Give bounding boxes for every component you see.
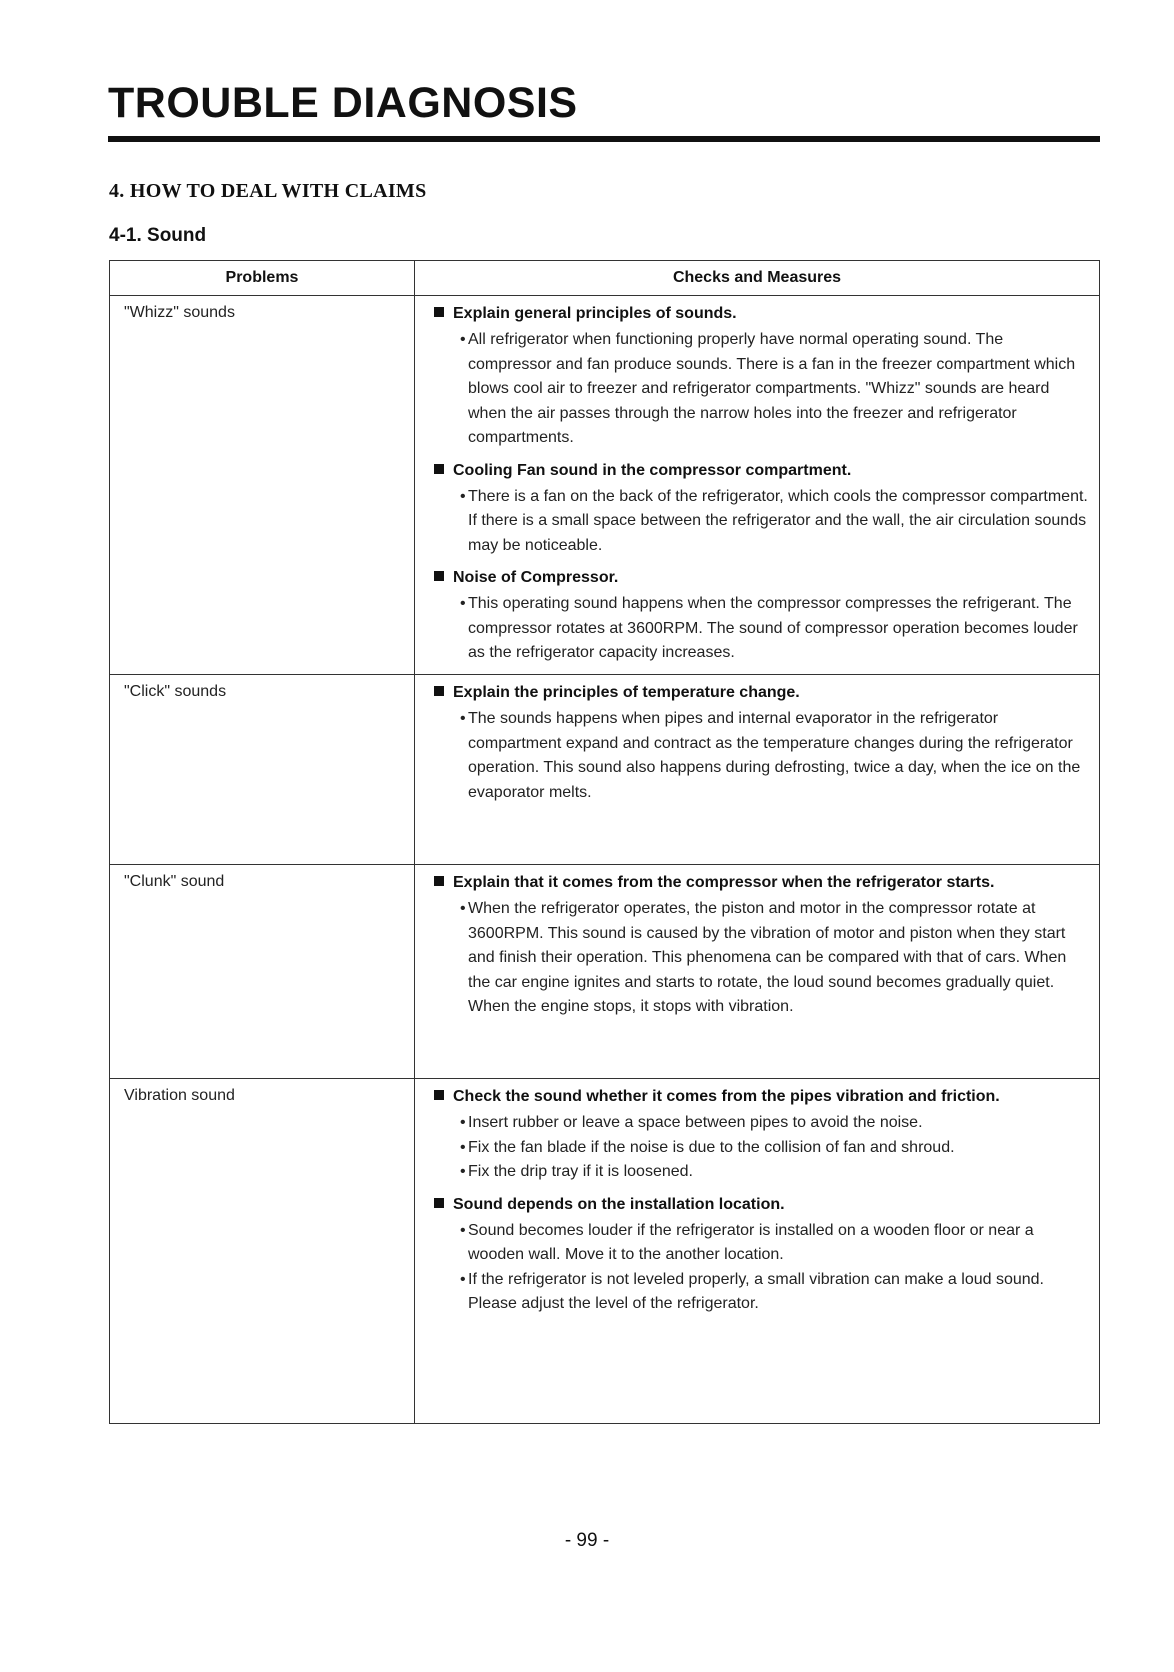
measure-bullet bbox=[460, 897, 1091, 1020]
square-bullet-icon bbox=[434, 1090, 444, 1100]
square-bullet-icon bbox=[434, 464, 444, 474]
measures-column-header: Checks and Measures bbox=[415, 261, 1100, 296]
measures-cell bbox=[415, 865, 1100, 1079]
problem-cell: "Click" sounds bbox=[110, 675, 415, 865]
square-bullet-icon bbox=[434, 1198, 444, 1208]
measure-heading bbox=[434, 567, 1091, 589]
table-row bbox=[110, 675, 1100, 865]
subsection-heading: 4-1. Sound bbox=[109, 225, 207, 246]
bullet-dot-icon: • bbox=[460, 1221, 466, 1239]
measure-bullet-text: Fix the fan blade if the noise is due to the collision of fan and shroud. bbox=[468, 1138, 955, 1156]
measure-heading bbox=[434, 1086, 1091, 1108]
measure-bullet bbox=[460, 1268, 1091, 1317]
measure-heading bbox=[434, 1194, 1091, 1216]
measure-bullet bbox=[460, 1111, 1091, 1136]
measure-bullet-text: When the refrigerator operates, the piston and motor in the compressor rotate at 3600RPM. This sound is caused by the vibration of motor and piston when they start and finish their operation. This phenomena can be compared with that of cars. When the car engine ignites and starts to rotate, the loud sound becomes gradually quiet. When the engine stops, it stops with vibration. bbox=[468, 900, 1067, 1015]
problem-cell: "Whizz" sounds bbox=[110, 296, 415, 675]
claims-table bbox=[109, 260, 1100, 1424]
square-bullet-icon bbox=[434, 571, 444, 581]
measure-heading-text: Cooling Fan sound in the compressor compartment. bbox=[453, 461, 852, 479]
measure-group bbox=[434, 872, 1091, 1020]
measure-bullet-text: If the refrigerator is not leveled properly, a small vibration can make a loud sound. Please adjust the level of the refrigerator. bbox=[468, 1270, 1044, 1312]
measure-group bbox=[434, 460, 1091, 559]
measure-bullet bbox=[460, 485, 1091, 559]
page-number: - 99 - bbox=[564, 1530, 610, 1551]
problems-column-header: Problems bbox=[110, 261, 415, 296]
measure-group bbox=[434, 567, 1091, 666]
bullet-dot-icon: • bbox=[460, 595, 466, 612]
measure-bullet bbox=[460, 1219, 1091, 1268]
measure-heading-text: Explain general principles of sounds. bbox=[453, 305, 737, 322]
measure-bullet-text: Insert rubber or leave a space between pipes to avoid the noise. bbox=[468, 1114, 923, 1131]
measure-group bbox=[434, 303, 1091, 451]
measure-heading bbox=[434, 303, 1091, 325]
measure-bullet bbox=[460, 1160, 1091, 1185]
measure-bullet-text: All refrigerator when functioning properly have normal operating sound. The compressor and fan produce sounds. There is a fan in the freezer compartment which blows cool air to freezer and refrigerator compartments. "Whizz" sounds are heard when the air passes through the narrow holes into the freezer and refrigerator compartments. bbox=[468, 331, 1076, 446]
measure-heading-text: Check the sound whether it comes from the pipes vibration and friction. bbox=[453, 1088, 1000, 1105]
measure-bullet-text: The sounds happens when pipes and internal evaporator in the refrigerator compartment expand and contract as the temperature changes during the refrigerator operation. This sound also happens during defrosting, twice a day, when the ice on the evaporator melts. bbox=[468, 710, 1081, 801]
bullet-dot-icon: • bbox=[460, 710, 466, 727]
measure-group bbox=[434, 682, 1091, 805]
measure-heading-text: Noise of Compressor. bbox=[453, 569, 619, 586]
bullet-dot-icon: • bbox=[460, 487, 466, 505]
measure-bullet bbox=[460, 592, 1091, 666]
page-title: TROUBLE DIAGNOSIS bbox=[108, 79, 578, 127]
square-bullet-icon bbox=[434, 876, 444, 886]
bullet-dot-icon: • bbox=[460, 1270, 466, 1288]
measure-heading-text: Explain the principles of temperature change. bbox=[453, 684, 800, 701]
title-underline bbox=[108, 136, 1100, 142]
table-row bbox=[110, 296, 1100, 675]
bullet-dot-icon: • bbox=[460, 1163, 466, 1180]
claims-table-body bbox=[110, 296, 1100, 1424]
square-bullet-icon bbox=[434, 307, 444, 317]
measure-bullet bbox=[460, 328, 1091, 451]
table-row bbox=[110, 1079, 1100, 1424]
measure-bullet bbox=[460, 1136, 1091, 1161]
measure-heading bbox=[434, 872, 1091, 894]
measure-bullet-text: This operating sound happens when the compressor compresses the refrigerant. The compressor rotates at 3600RPM. The sound of compressor operation becomes louder as the refrigerator capacity increases. bbox=[468, 595, 1078, 661]
table-header-row bbox=[110, 261, 1100, 296]
bullet-dot-icon: • bbox=[460, 1138, 466, 1156]
measure-bullet bbox=[460, 707, 1091, 805]
measure-heading bbox=[434, 460, 1091, 482]
measure-bullet-text: Sound becomes louder if the refrigerator is installed on a wooden floor or near a wooden wall. Move it to the another location. bbox=[468, 1221, 1034, 1263]
measure-group bbox=[434, 1194, 1091, 1317]
bullet-dot-icon: • bbox=[460, 331, 466, 348]
bullet-dot-icon: • bbox=[460, 900, 466, 917]
section-heading: 4. HOW TO DEAL WITH CLAIMS bbox=[109, 180, 427, 202]
measure-bullet-text: There is a fan on the back of the refrigerator, which cools the compressor compartment. If there is a small space between the refrigerator and the wall, the air circulation sounds may be noticeable. bbox=[468, 487, 1088, 554]
measure-group bbox=[434, 1086, 1091, 1185]
measure-bullet-text: Fix the drip tray if it is loosened. bbox=[468, 1163, 693, 1180]
measures-cell bbox=[415, 1079, 1100, 1424]
measures-cell bbox=[415, 296, 1100, 675]
measure-heading-text: Explain that it comes from the compressor when the refrigerator starts. bbox=[453, 874, 995, 891]
measure-heading-text: Sound depends on the installation location. bbox=[453, 1195, 785, 1213]
bullet-dot-icon: • bbox=[460, 1114, 466, 1131]
problem-cell: Vibration sound bbox=[110, 1079, 415, 1424]
problem-cell: "Clunk" sound bbox=[110, 865, 415, 1079]
table-row bbox=[110, 865, 1100, 1079]
measure-heading bbox=[434, 682, 1091, 704]
square-bullet-icon bbox=[434, 686, 444, 696]
measures-cell bbox=[415, 675, 1100, 865]
